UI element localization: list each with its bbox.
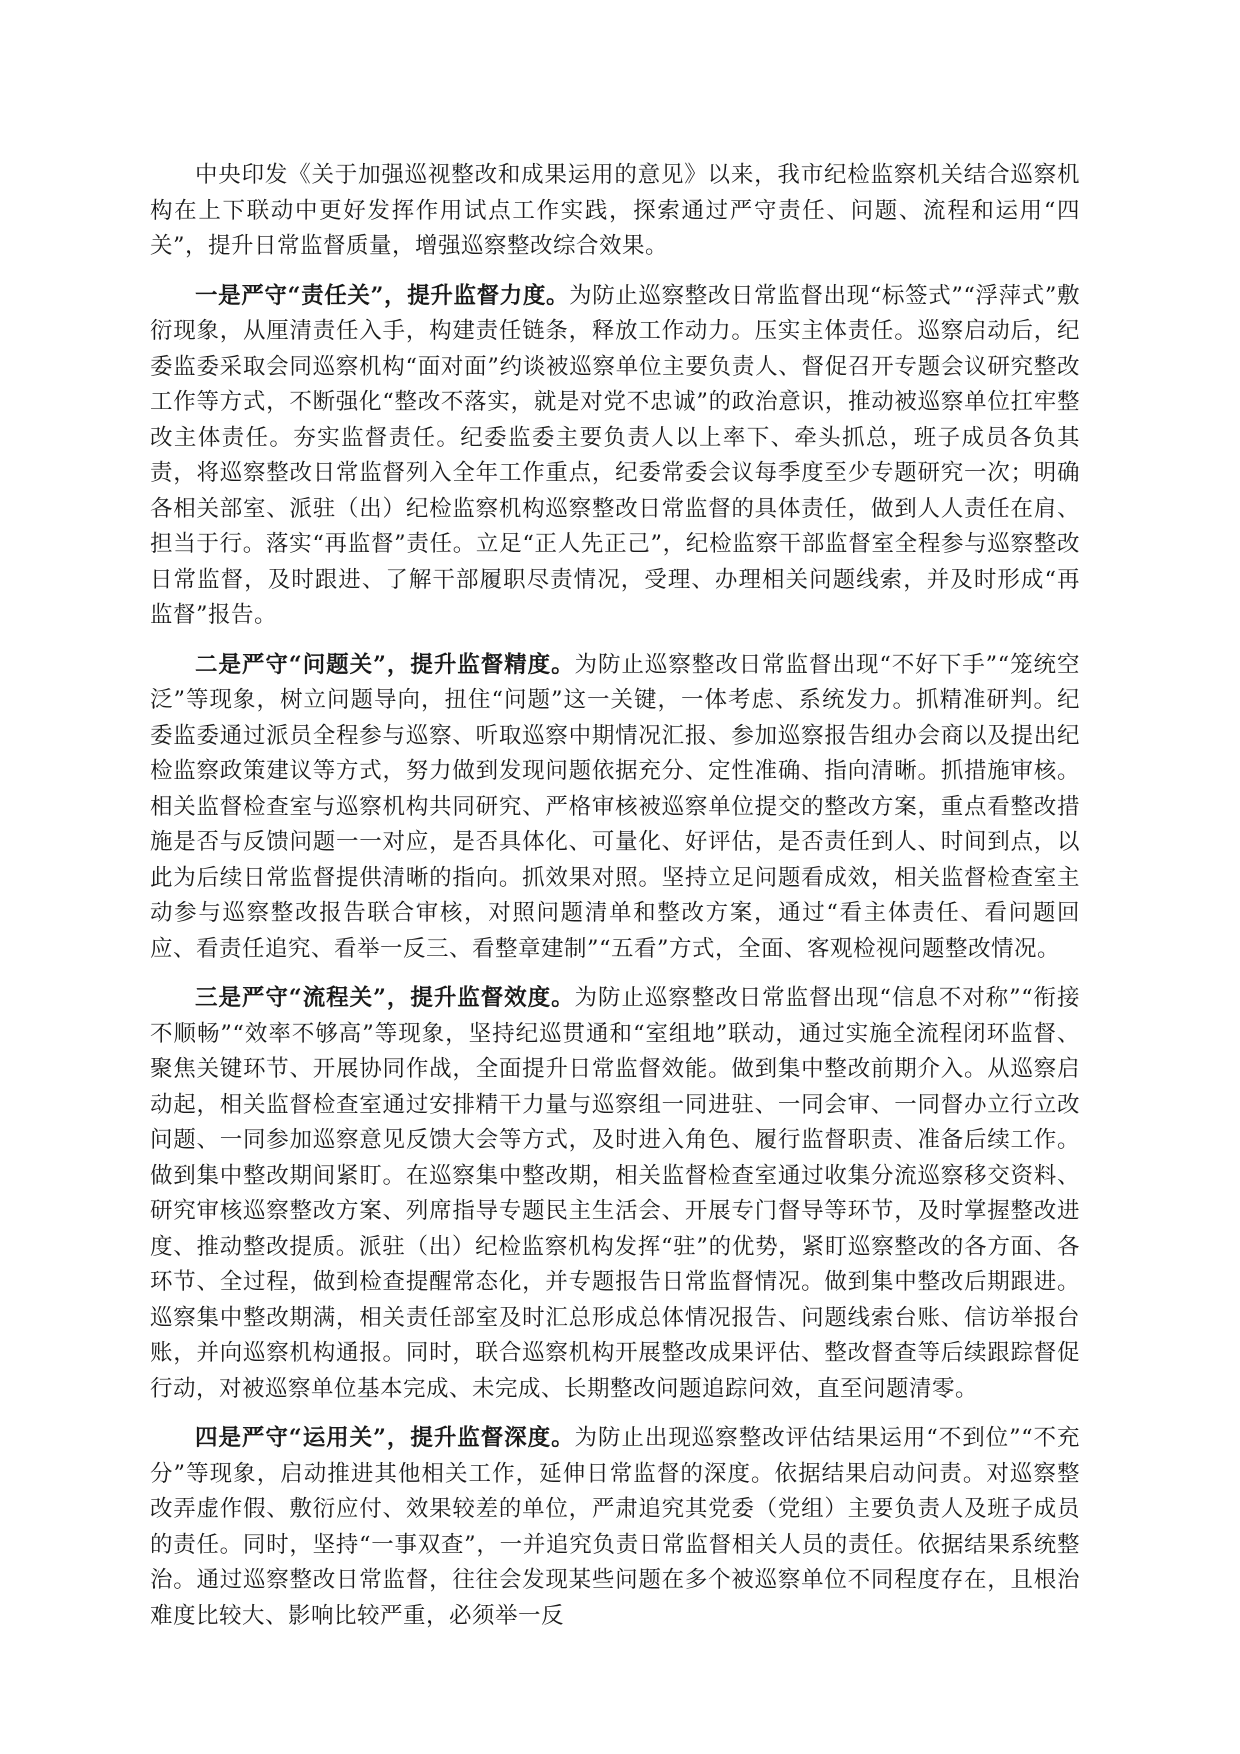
paragraph-body: 为防止巡察整改日常监督出现“标签式”“浮萍式”敷衍现象，从厘清责任入手，构建责任链条，释放工作动力。压实主体责任。巡察启动后，纪委监委采取会同巡察机构“面对面”约谈被巡察单位主要负责人、督促召开专题会议研究整改工作等方式，不断强化“整改不落实，就是对党不忠诚”的政治意识，推动被巡察单位扛牢整改主体责任。夯实监督责任。纪委监委主要负责人以上率下、牵头抓总，班子成员各负其责，将巡察整改日常监督列入全年工作重点，纪委常委会议每季度至少专题研究一次；明确各相关部室、派驻（出）纪检监察机构巡察整改日常监督的具体责任，做到人人责任在肩、担当于行。落实“再监督”责任。立足“正人先正己”，纪检监察干部监督室全程参与巡察整改日常监督，及时跟进、了解干部履职尽责情况，受理、办理相关问题线索，并及时形成“再监督”报告。 [150,282,1080,628]
document-page [150,158,1080,1648]
paragraph-body: 为防止巡察整改日常监督出现“不好下手”“笼统空泛”等现象，树立问题导向，扭住“问题”这一关键，一体考虑、系统发力。抓精准研判。纪委监委通过派员全程参与巡察、听取巡察中期情况汇报、参加巡察报告组办会商以及提出纪检监察政策建议等方式，努力做到发现问题依据充分、定性准确、指向清晰。抓措施审核。相关监督检查室与巡察机构共同研究、严格审核被巡察单位提交的整改方案，重点看整改措施是否与反馈问题一一对应，是否具体化、可量化、好评估，是否责任到人、时间到点，以此为后续日常监督提供清晰的指向。抓效果对照。坚持立足问题看成效，相关监督检查室主动参与巡察整改报告联合审核，对照问题清单和整改方案，通过“看主体责任、看问题回应、看责任追究、看举一反三、看整章建制”“五看”方式，全面、客观检视问题整改情况。 [150,651,1081,962]
paragraph-responsibility [150,279,1080,634]
paragraph-process [150,981,1080,1407]
paragraph-lead: 四是严守“运用关”，提升监督深度。 [195,1425,575,1451]
paragraph-body: 为防止巡察整改日常监督出现“信息不对称”“衔接不顺畅”“效率不够高”等现象，坚持纪巡贯通和“室组地”联动，通过实施全流程闭环监督、聚焦关键环节、开展协同作战，全面提升日常监督效能。做到集中整改前期介入。从巡察启动起，相关监督检查室通过安排精干力量与巡察组一同进驻、一同会审、一同督办立行立改问题、一同参加巡察意见反馈大会等方式，及时进入角色、履行监督职责、准备后续工作。做到集中整改期间紧盯。在巡察集中整改期，相关监督检查室通过收集分流巡察移交资料、研究审核巡察整改方案、列席指导专题民主生活会、开展专门督导等环节，及时掌握整改进度、推动整改提质。派驻（出）纪检监察机构发挥“驻”的优势，紧盯巡察整改的各方面、各环节、全过程，做到检查提醒常态化，并专题报告日常监督情况。做到集中整改后期跟进。巡察集中整改期满，相关责任部室及时汇总形成总体情况报告、问题线索台账、信访举报台账，并向巡察机构通报。同时，联合巡察机构开展整改成果评估、整改督查等后续跟踪督促行动，对被巡察单位基本完成、未完成、长期整改问题追踪问效，直至问题清零。 [150,985,1081,1402]
paragraph-body: 为防止出现巡察整改评估结果运用“不到位”“不充分”等现象，启动推进其他相关工作，延伸日常监督的深度。依据结果启动问责。对巡察整改弄虚作假、敷衍应付、效果较差的单位，严肃追究其党委（党组）主要负责人及班子成员的责任。同时，坚持“一事双查”，一并追究负责日常监督相关人员的责任。依据结果系统整治。通过巡察整改日常监督，往往会发现某些问题在多个被巡察单位不同程度存在，且根治难度比较大、影响比较严重，必须举一反 [150,1425,1081,1629]
paragraph-lead: 一是严守“责任关”，提升监督力度。 [195,282,570,309]
paragraph-lead: 二是严守“问题关”，提升监督精度。 [195,651,575,678]
paragraph-lead: 三是严守“流程关”，提升监督效度。 [195,985,575,1011]
paragraph-body: 中央印发《关于加强巡视整改和成果运用的意见》以来，我市纪检监察机关结合巡察机构在上下联动中更好发挥作用试点工作实践，探索通过严守责任、问题、流程和运用“四关”，提升日常监督质量，增强巡察整改综合效果。 [150,162,1080,259]
paragraph-problem [150,648,1080,968]
paragraph-intro [150,158,1080,265]
paragraph-application [150,1421,1080,1634]
